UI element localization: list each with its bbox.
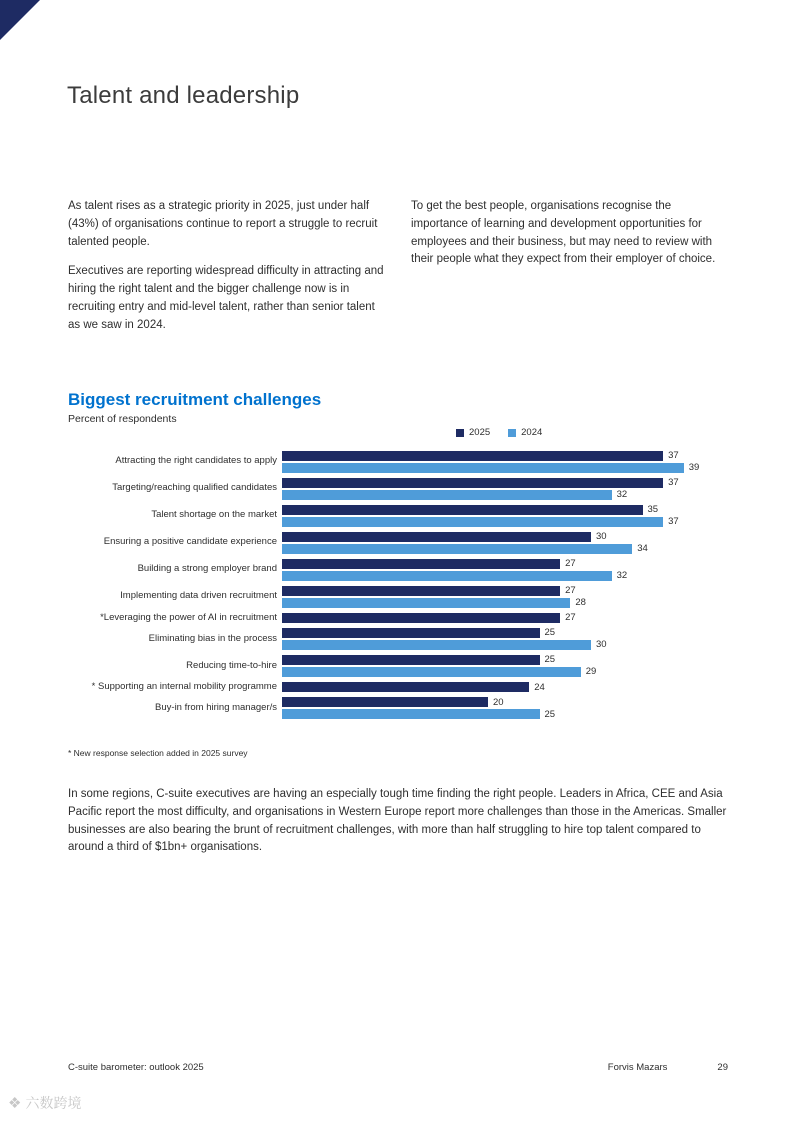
chart-row — [68, 610, 768, 625]
closing-text: In some regions, C-suite executives are having an especially tough time finding the right people. Leaders in Africa, CEE and Asia Pacific report the most difficulty, and organisations in Western Europe report more challenges than those in the Americas. Smaller businesses are also bearing the brunt of recruitment challenges, with more than half struggling to hire top talent compared to around a third of $1bn+ organisations. — [68, 788, 727, 854]
bar-value-2025: 27 — [565, 585, 576, 596]
bar-value-2025: 37 — [668, 450, 679, 461]
intro-column-right — [411, 198, 728, 347]
bar-value-2024: 32 — [616, 489, 628, 500]
bar-2024 — [282, 667, 581, 677]
chart-row — [68, 652, 768, 679]
bar-2025 — [282, 505, 643, 515]
bar-value-2025: 25 — [544, 627, 556, 639]
bar-value-2024: 32 — [616, 570, 628, 581]
bar-line-2025 — [282, 532, 768, 542]
section-heading: Biggest recruitment challenges — [68, 390, 322, 410]
page-title: Talent and leadership — [67, 82, 300, 110]
chart-category-label: Reducing time-to-hire — [186, 659, 277, 671]
intro-text — [68, 198, 728, 347]
bar-value-2024: 28 — [575, 597, 586, 608]
chart-category-label: Targeting/reaching qualified candidates — [112, 482, 277, 494]
bar-line-2025 — [282, 451, 768, 461]
bar-value-2024: 29 — [585, 666, 597, 678]
bar-value-2025: 30 — [596, 531, 607, 542]
bar-line-2024 — [282, 517, 768, 527]
bar-2025 — [282, 682, 529, 692]
bar-2024 — [282, 571, 612, 581]
bar-2025 — [282, 478, 663, 488]
chart-row — [68, 502, 768, 529]
chart-row-bars — [282, 613, 768, 623]
chart-row — [68, 583, 768, 610]
chart-category-label: Eliminating bias in the process — [148, 632, 277, 644]
chart-row-bars — [282, 628, 768, 650]
chart-category-label: Attracting the right candidates to apply — [115, 455, 277, 467]
bar-value-2025: 25 — [544, 654, 556, 666]
bar-line-2024 — [282, 571, 768, 581]
page-footer — [68, 1062, 728, 1073]
bar-2025 — [282, 586, 560, 596]
bar-2025 — [282, 628, 540, 638]
bar-line-2025 — [282, 505, 768, 515]
chart-category-label: Talent shortage on the market — [151, 509, 277, 521]
chart-row-bars — [282, 682, 768, 692]
legend-label-2024: 2024 — [521, 427, 543, 438]
bar-value-2024: 39 — [688, 462, 700, 473]
chart-rows — [68, 448, 768, 722]
bar-value-2024: 25 — [544, 708, 556, 720]
bar-2025 — [282, 697, 488, 707]
bar-value-2024: 30 — [596, 639, 607, 651]
chart-row-bars — [282, 559, 768, 581]
chart-row-bars — [282, 478, 768, 500]
bar-line-2025 — [282, 478, 768, 488]
bar-2024 — [282, 463, 684, 473]
bar-2024 — [282, 640, 591, 650]
bar-line-2024 — [282, 463, 768, 473]
bar-value-2025: 24 — [534, 681, 545, 693]
chart-row-bars — [282, 505, 768, 527]
bar-value-2024: 34 — [637, 543, 648, 554]
bar-2024 — [282, 517, 663, 527]
chart-category-label: Implementing data driven recruitment — [120, 590, 277, 602]
bar-line-2025 — [282, 697, 768, 707]
chart-row — [68, 556, 768, 583]
chart-row-bars — [282, 532, 768, 554]
footer-report-title: C-suite barometer: outlook 2025 — [68, 1062, 204, 1073]
bar-line-2024 — [282, 709, 768, 719]
bar-line-2025 — [282, 559, 768, 569]
chart-row — [68, 625, 768, 652]
chart-row — [68, 475, 768, 502]
bar-value-2025: 27 — [565, 558, 576, 569]
recruitment-challenges-chart — [68, 427, 768, 722]
bar-line-2024 — [282, 598, 768, 608]
bar-line-2024 — [282, 667, 768, 677]
bar-value-2024: 37 — [668, 516, 679, 527]
chart-category-label: Buy-in from hiring manager/s — [155, 702, 277, 714]
chart-category-label: Building a strong employer brand — [137, 563, 277, 575]
bar-2025 — [282, 532, 591, 542]
legend-swatch-2024 — [508, 429, 516, 437]
bar-line-2025 — [282, 613, 768, 623]
bar-2025 — [282, 655, 540, 665]
intro-paragraph: Executives are reporting widespread difficulty in attracting and hiring the right talent and the bigger challenge now is in recruiting entry and mid-level talent, rather than senior talent as we saw in 2024. — [68, 265, 384, 331]
bar-value-2025: 27 — [565, 612, 576, 624]
chart-category-label: Ensuring a positive candidate experience — [103, 536, 277, 548]
chart-row-bars — [282, 655, 768, 677]
chart-row — [68, 695, 768, 722]
chart-row — [68, 448, 768, 475]
chart-row — [68, 529, 768, 556]
bar-2024 — [282, 490, 612, 500]
bar-value-2025: 20 — [493, 696, 504, 708]
chart-axis-label: Percent of respondents — [68, 413, 177, 425]
corner-decoration — [0, 0, 40, 40]
bar-line-2025 — [282, 628, 768, 638]
bar-2024 — [282, 709, 540, 719]
intro-paragraph: To get the best people, organisations recognise the importance of learning and development opportunities for employees and their business, but may need to review with their people what they expect from their employer of choice. — [411, 200, 716, 266]
legend-item-2025 — [456, 427, 490, 438]
bar-value-2025: 37 — [668, 477, 679, 488]
bar-line-2025 — [282, 655, 768, 665]
bar-2025 — [282, 613, 560, 623]
chart-category-label: * Supporting an internal mobility programme — [91, 680, 277, 692]
chart-category-label: *Leveraging the power of AI in recruitment — [100, 611, 277, 623]
bar-2025 — [282, 559, 560, 569]
intro-paragraph: As talent rises as a strategic priority in 2025, just under half (43%) of organisations continue to report a struggle to recruit talented people. — [68, 200, 378, 248]
chart-row-bars — [282, 697, 768, 719]
bar-line-2025 — [282, 586, 768, 596]
bar-value-2025: 35 — [647, 504, 659, 515]
legend-item-2024 — [508, 427, 542, 438]
footer-page-number: 29 — [717, 1062, 728, 1073]
chart-legend — [456, 427, 768, 438]
closing-paragraph — [68, 786, 736, 857]
chart-footnote: * New response selection added in 2025 survey — [68, 748, 248, 758]
watermark — [8, 1093, 81, 1113]
chart-row — [68, 679, 768, 694]
watermark-logo-icon: ❖ — [8, 1095, 22, 1112]
chart-row-bars — [282, 586, 768, 608]
intro-column-left — [68, 198, 385, 347]
watermark-text: 六数跨境 — [25, 1095, 82, 1111]
bar-line-2024 — [282, 490, 768, 500]
footer-brand: Forvis Mazars — [607, 1062, 668, 1073]
bar-line-2024 — [282, 640, 768, 650]
bar-2024 — [282, 598, 570, 608]
chart-row-bars — [282, 451, 768, 473]
bar-2025 — [282, 451, 663, 461]
legend-label-2025: 2025 — [469, 427, 491, 438]
bar-2024 — [282, 544, 632, 554]
legend-swatch-2025 — [456, 429, 464, 437]
bar-line-2024 — [282, 544, 768, 554]
bar-line-2025 — [282, 682, 768, 692]
